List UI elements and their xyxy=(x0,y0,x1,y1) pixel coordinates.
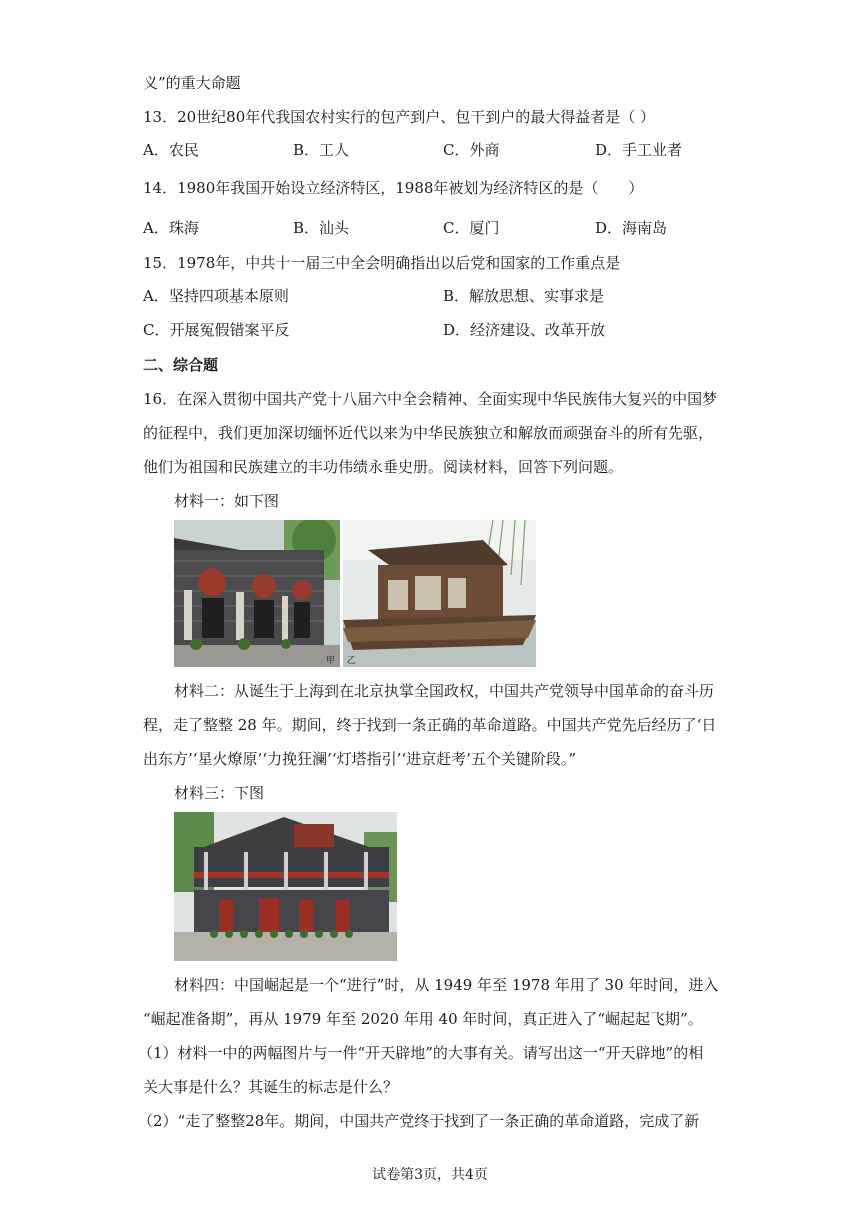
material3-label: 材料三：下图 xyxy=(174,784,265,802)
q14-stem: 14．1980年我国开始设立经济特区，1988年被划为经济特区的是（ ） xyxy=(143,179,644,197)
q15-option-d: D．经济建设、改革开放 xyxy=(443,321,606,339)
q15-stem: 15．1978年，中共十一届三中全会明确指出以后党和国家的工作重点是 xyxy=(143,254,621,272)
q15-option-a: A．坚持四项基本原则 xyxy=(143,287,289,305)
continued-text: 义”的重大命题 xyxy=(143,74,241,92)
q14-option-c: C．厦门 xyxy=(443,219,500,237)
q14-option-a: A．珠海 xyxy=(143,219,199,237)
material1-label: 材料一：如下图 xyxy=(174,492,280,510)
photo-label-yi: 乙 xyxy=(347,656,357,666)
q16-intro-line: 16．在深入贯彻中国共产党十八届六中全会精神、全面实现中华民族伟大复兴的中国梦 xyxy=(143,390,718,408)
material2-line: 出东方’‘星火燎原’‘力挽狂澜’‘灯塔指引’‘进京赶考’五个关键阶段。” xyxy=(143,750,577,768)
q13-option-d: D．手工业者 xyxy=(595,141,683,159)
q15-option-b: B．解放思想、实事求是 xyxy=(443,287,605,305)
photo-material3-building xyxy=(174,812,397,961)
q16-intro-line: 的征程中，我们更加深切缅怀近代以来为中华民族独立和解放而顽强奋斗的所有先驱， xyxy=(143,424,714,442)
material2-line: 材料二：从诞生于上海到在北京执掌全国政权，中国共产党领导中国革命的奋斗历 xyxy=(174,682,715,700)
q13-option-b: B．工人 xyxy=(293,141,350,159)
material4-line: “崛起准备期”，再从 1979 年至 2020 年用 40 年时间，真正进入了“崛起起飞期”。 xyxy=(143,1010,703,1028)
q16-intro-line: 他们为祖国和民族建立的丰功伟绩永垂史册。阅读材料，回答下列问题。 xyxy=(143,458,624,476)
section-title: 二、综合题 xyxy=(143,356,219,374)
q15-option-c: C．开展冤假错案平反 xyxy=(143,321,290,339)
q13-stem: 13．20世纪80年代我国农村实行的包产到户、包干到户的最大得益者是（ ） xyxy=(143,108,656,126)
page-footer: 试卷第3页，共4页 xyxy=(372,1167,488,1183)
photo-jia-building xyxy=(174,520,340,667)
q14-option-b: B．汕头 xyxy=(293,219,350,237)
q13-option-a: A．农民 xyxy=(143,141,199,159)
photo-yi-red-boat xyxy=(343,520,536,667)
material4-line: 材料四：中国崛起是一个“进行”时，从 1949 年至 1978 年用了 30 年时间，进入 xyxy=(174,976,719,994)
q16-sub1-line: （1）材料一中的两幅图片与一件“开天辟地”的大事有关。请写出这一“开天辟地”的相 xyxy=(138,1044,704,1062)
q14-option-d: D．海南岛 xyxy=(595,219,668,237)
q16-sub1-line: 关大事是什么？其诞生的标志是什么？ xyxy=(143,1078,399,1096)
q16-sub2-line: （2）“走了整整28年。期间，中国共产党终于找到了一条正确的革命道路，完成了新 xyxy=(138,1112,700,1130)
material2-line: 程，走了整整 28 年。期间，终于找到一条正确的革命道路。中国共产党先后经历了‘日 xyxy=(143,716,717,734)
photo-label-jia: 甲 xyxy=(326,656,336,666)
q13-option-c: C．外商 xyxy=(443,141,500,159)
